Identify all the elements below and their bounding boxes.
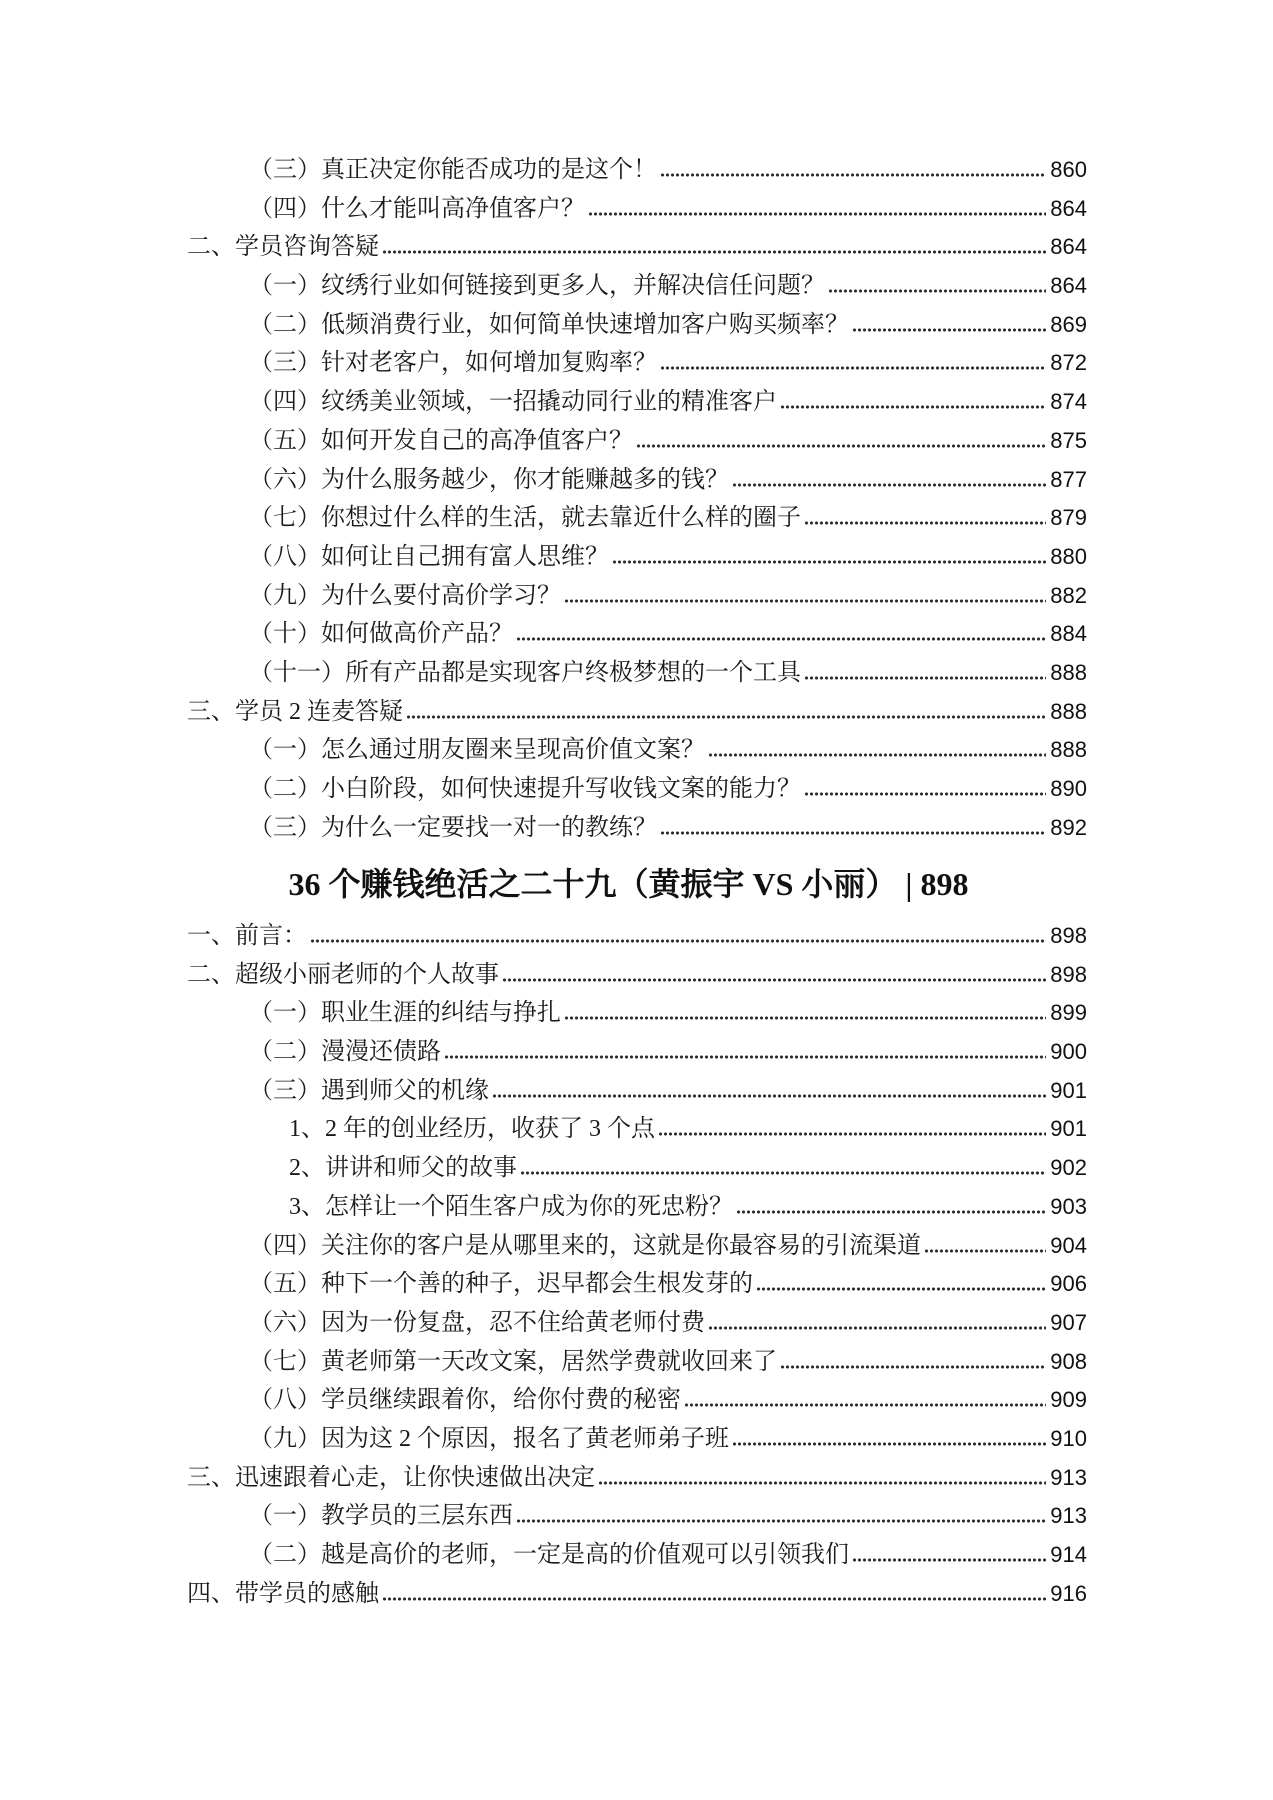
page-number: 910: [1050, 1425, 1087, 1451]
page-number: 882: [1050, 582, 1087, 608]
dot-leader: [804, 521, 1046, 525]
page-number: 902: [1050, 1155, 1087, 1181]
page-number: 890: [1050, 776, 1087, 801]
toc-entry-title: （二）小白阶段，如何快速提升写收钱文案的能力？: [249, 776, 801, 802]
page-number: 864: [1050, 195, 1087, 221]
toc-entry-title: 1、2 年的创业经历，收获了 3 个点: [289, 1116, 655, 1143]
toc-entry-title: （六）因为一份复盘，忍不住给黄老师付费: [249, 1309, 705, 1336]
toc-entry-title: （四）关注你的客户是从哪里来的，这就是你最容易的引流渠道: [249, 1232, 921, 1259]
toc-entry: [0, 1420, 1273, 1459]
toc-entry-title: （二）漫漫还债路: [249, 1039, 441, 1066]
toc-entry-title: （四）纹绣美业领域，一招撬动同行业的精准客户: [249, 389, 777, 416]
page-number: 864: [1050, 273, 1087, 299]
dot-leader: [660, 173, 1046, 177]
toc-entry-title: （一）纹绣行业如何链接到更多人，并解决信任问题？: [249, 273, 825, 300]
page-number: 913: [1050, 1464, 1087, 1490]
dot-leader: [732, 1442, 1046, 1446]
page-number: 909: [1050, 1387, 1087, 1413]
dot-leader: [732, 483, 1046, 487]
toc-entry-title: 3、怎样让一个陌生客户成为你的死忠粉？: [289, 1193, 733, 1220]
page-number: 888: [1050, 737, 1087, 763]
toc-entry: [0, 190, 1273, 229]
toc-entry-title: （六）为什么服务越少，你才能赚越多的钱？: [249, 466, 729, 493]
toc-entry-title: （九）因为这 2 个原因，报名了黄老师弟子班: [249, 1425, 729, 1452]
toc-entry: [0, 1459, 1273, 1498]
toc-entry: [0, 151, 1273, 190]
toc-entry: [0, 1304, 1273, 1343]
toc-entry: [0, 1188, 1273, 1227]
toc-entry: [0, 267, 1273, 306]
page-number: 875: [1050, 427, 1087, 453]
toc-entry: [0, 344, 1273, 383]
toc-entry: [0, 1265, 1273, 1304]
dot-leader: [310, 939, 1046, 943]
toc-entry: [0, 956, 1273, 995]
toc-entry-title: （八）学员继续跟着你，给你付费的秘密: [249, 1387, 681, 1414]
dot-leader: [382, 250, 1046, 254]
page-number: 901: [1050, 1116, 1087, 1142]
page-number: 914: [1050, 1542, 1087, 1567]
toc-entry-title: （三）针对老客户，如何增加复购率？: [249, 350, 657, 377]
dot-leader: [684, 1403, 1046, 1407]
dot-leader: [658, 1132, 1046, 1136]
page-number: 869: [1050, 311, 1087, 337]
toc-entry-title: 二、超级小丽老师的个人故事: [187, 961, 499, 988]
page-number: 888: [1050, 659, 1087, 685]
dot-leader: [382, 1597, 1046, 1601]
dot-leader: [804, 792, 1046, 796]
toc-entry: [0, 1227, 1273, 1266]
toc-entry-title: （二）低频消费行业，如何简单快速增加客户购买频率？: [249, 311, 849, 338]
dot-leader: [660, 366, 1046, 370]
toc-entry: [0, 1343, 1273, 1382]
page-number: 903: [1050, 1193, 1087, 1219]
page-number: 904: [1050, 1232, 1087, 1258]
toc-entry-title: （五）如何开发自己的高净值客户？: [249, 427, 633, 454]
toc-entry-title: （三）为什么一定要找一对一的教练？: [249, 814, 657, 841]
dot-leader: [502, 978, 1046, 982]
toc-entry-title: （七）黄老师第一天改文案，居然学费就收回来了: [249, 1348, 777, 1375]
page-number: 916: [1050, 1580, 1087, 1606]
page-number: 872: [1050, 350, 1087, 376]
dot-leader: [612, 560, 1046, 564]
dot-leader: [780, 405, 1046, 409]
toc-entry-title: （四）什么才能叫高净值客户？: [249, 195, 585, 222]
dot-leader: [756, 1287, 1046, 1291]
dot-leader: [588, 212, 1046, 216]
toc-entry-title: 四、带学员的感触: [187, 1580, 379, 1607]
toc-entry: [0, 1149, 1273, 1188]
toc-entry: [0, 383, 1273, 422]
dot-leader: [852, 1558, 1046, 1562]
section-title: 36 个赚钱绝活之二十九（黄振宇 VS 小丽） | 898: [288, 866, 969, 902]
page-number: 874: [1050, 389, 1087, 415]
toc-entry: [0, 1033, 1273, 1072]
toc-entry: [0, 1072, 1273, 1111]
toc-entry: [0, 809, 1273, 848]
dot-leader: [636, 444, 1046, 448]
page-number: 913: [1050, 1503, 1087, 1529]
toc-entry-title: （十一）所有产品都是实现客户终极梦想的一个工具: [249, 659, 801, 686]
toc-entry: [0, 693, 1273, 732]
toc-entry-title: （三）真正决定你能否成功的是这个！: [249, 157, 657, 183]
page-number: 880: [1050, 543, 1087, 569]
toc-entry-title: （八）如何让自己拥有富人思维？: [249, 543, 609, 570]
toc-entry: [0, 1497, 1273, 1536]
dot-leader: [406, 715, 1046, 719]
page-number: 888: [1050, 698, 1087, 724]
toc-list-part-1: [0, 151, 1273, 847]
toc-entry: [0, 994, 1273, 1033]
toc-entry: [0, 306, 1273, 345]
toc-entry: [0, 770, 1273, 809]
page-number: 860: [1050, 157, 1087, 182]
toc-entry: [0, 1110, 1273, 1149]
page-number: 879: [1050, 505, 1087, 531]
dot-leader: [516, 637, 1046, 641]
dot-leader: [564, 599, 1046, 603]
toc-entry-title: 2、讲讲和师父的故事: [289, 1155, 517, 1182]
toc-entry: [0, 615, 1273, 654]
page-number: 901: [1050, 1077, 1087, 1103]
dot-leader: [804, 676, 1046, 680]
toc-entry: [0, 917, 1273, 956]
toc-entry-title: （二）越是高价的老师，一定是高的价值观可以引领我们: [249, 1542, 849, 1568]
toc-entry: [0, 1381, 1273, 1420]
dot-leader: [708, 1326, 1046, 1330]
page-number: 884: [1050, 621, 1087, 647]
page-number: 907: [1050, 1309, 1087, 1335]
toc-entry: [0, 1536, 1273, 1575]
page-number: 899: [1050, 1000, 1087, 1026]
dot-leader: [924, 1249, 1046, 1253]
dot-leader: [828, 289, 1046, 293]
toc-entry-title: （一）怎么通过朋友圈来呈现高价值文案？: [249, 737, 705, 764]
toc-entry: [0, 499, 1273, 538]
toc-entry: [0, 538, 1273, 577]
dot-leader: [598, 1481, 1046, 1485]
dot-leader: [708, 753, 1046, 757]
page-number: 900: [1050, 1039, 1087, 1065]
toc-entry-title: （十）如何做高价产品？: [249, 621, 513, 648]
dot-leader: [520, 1171, 1046, 1175]
toc-entry-title: （一）职业生涯的纠结与挣扎: [249, 1000, 561, 1027]
toc-entry-title: （三）遇到师父的机缘: [249, 1077, 489, 1104]
toc-entry-title: （七）你想过什么样的生活，就去靠近什么样的圈子: [249, 505, 801, 532]
toc-entry-title: 三、迅速跟着心走，让你快速做出决定: [187, 1464, 595, 1491]
toc-entry: [0, 731, 1273, 770]
dot-leader: [852, 328, 1046, 332]
page-number: 864: [1050, 234, 1087, 260]
page-number: 877: [1050, 466, 1087, 492]
toc-entry: [0, 1575, 1273, 1614]
dot-leader: [660, 831, 1046, 835]
page-number: 898: [1050, 961, 1087, 987]
toc-entry: [0, 422, 1273, 461]
toc-entry: [0, 228, 1273, 267]
dot-leader: [516, 1519, 1046, 1523]
toc-list-part-2: [0, 917, 1273, 1613]
dot-leader: [444, 1055, 1046, 1059]
toc-entry-title: （一）教学员的三层东西: [249, 1503, 513, 1530]
page-number: 898: [1050, 923, 1087, 948]
toc-entry-title: 三、学员 2 连麦答疑: [187, 698, 403, 725]
toc-entry-title: （九）为什么要付高价学习？: [249, 582, 561, 609]
toc-entry-title: （五）种下一个善的种子，迟早都会生根发芽的: [249, 1271, 753, 1298]
toc-entry: [0, 461, 1273, 500]
page-number: 892: [1050, 814, 1087, 840]
toc-entry: [0, 577, 1273, 616]
toc-entry-title: 二、学员咨询答疑: [187, 234, 379, 261]
dot-leader: [564, 1016, 1046, 1020]
page-number: 906: [1050, 1271, 1087, 1297]
toc-entry-title: 一、前言：: [187, 923, 307, 949]
dot-leader: [736, 1210, 1046, 1214]
dot-leader: [780, 1365, 1046, 1369]
page-number: 908: [1050, 1348, 1087, 1374]
toc-entry: [0, 654, 1273, 693]
dot-leader: [492, 1094, 1046, 1098]
